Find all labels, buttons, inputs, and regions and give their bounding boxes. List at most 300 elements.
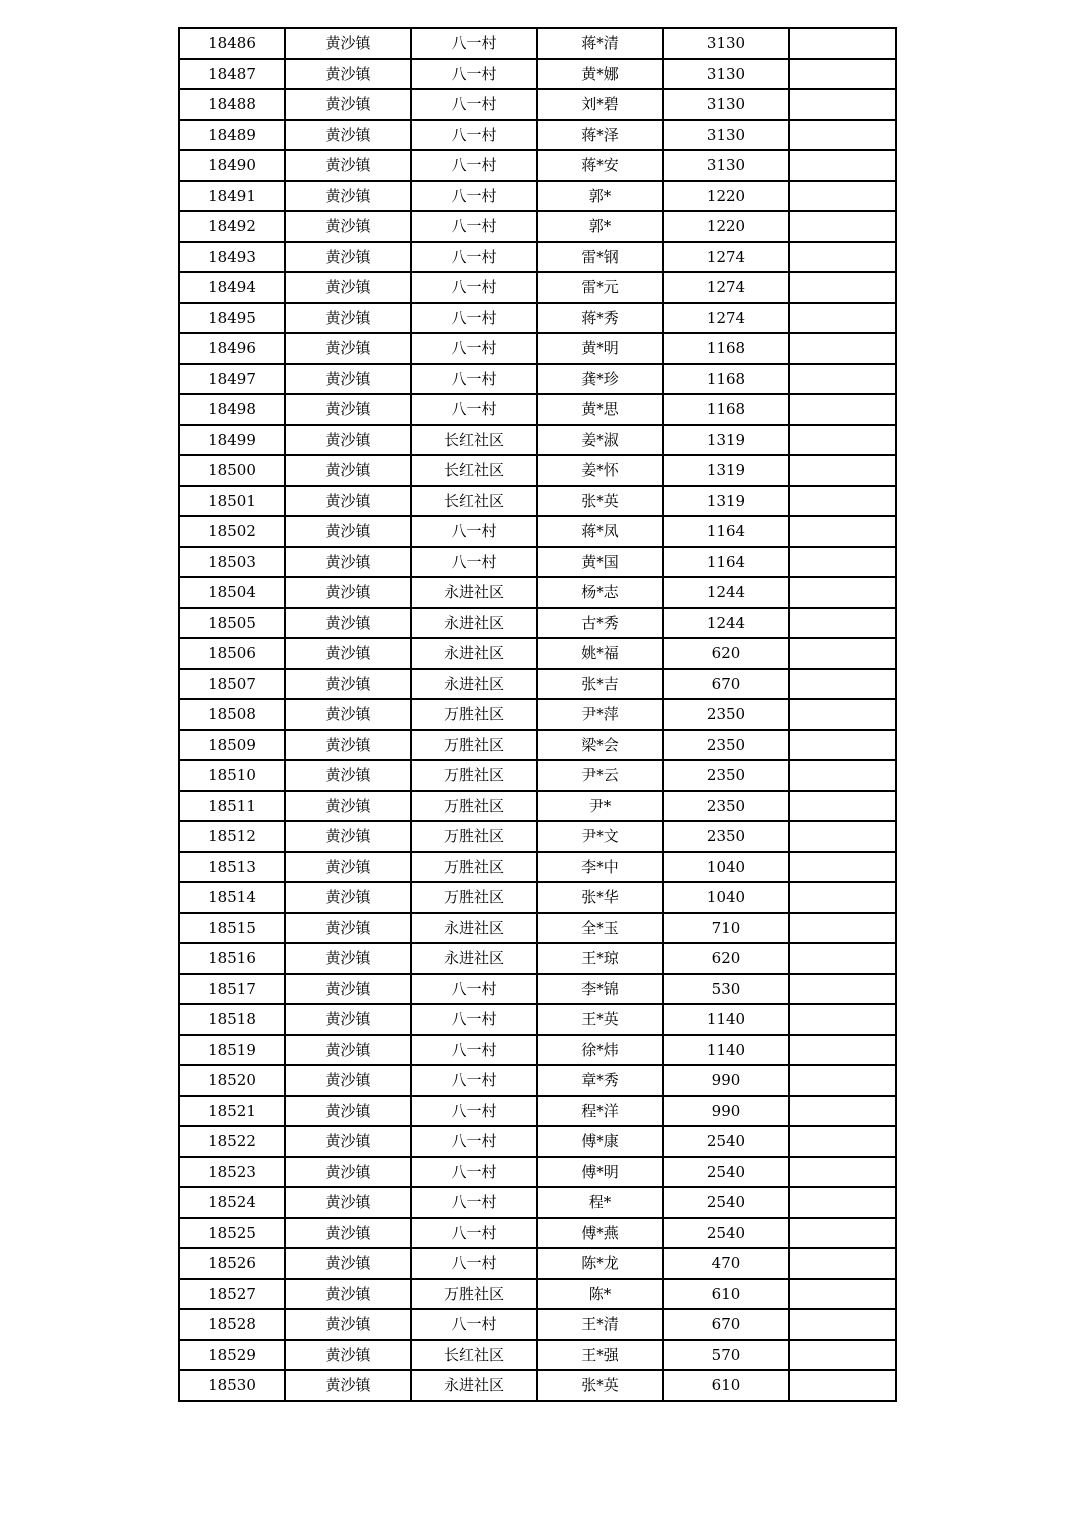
amount-cell: 1319 bbox=[663, 486, 789, 517]
name-cell: 姜*淑 bbox=[537, 425, 663, 456]
village-cell: 八一村 bbox=[411, 974, 537, 1005]
table-row bbox=[179, 120, 896, 151]
town-cell: 黄沙镇 bbox=[285, 852, 411, 883]
table-row bbox=[179, 1004, 896, 1035]
amount-cell: 710 bbox=[663, 913, 789, 944]
serial-number-cell: 18506 bbox=[179, 638, 285, 669]
serial-number-cell: 18497 bbox=[179, 364, 285, 395]
name-cell: 徐*炜 bbox=[537, 1035, 663, 1066]
name-cell: 王*清 bbox=[537, 1309, 663, 1340]
amount-cell: 2350 bbox=[663, 791, 789, 822]
serial-number-cell: 18530 bbox=[179, 1370, 285, 1401]
village-cell: 八一村 bbox=[411, 364, 537, 395]
amount-cell: 2350 bbox=[663, 821, 789, 852]
town-cell: 黄沙镇 bbox=[285, 89, 411, 120]
village-cell: 八一村 bbox=[411, 1157, 537, 1188]
name-cell: 张*华 bbox=[537, 882, 663, 913]
note-cell bbox=[789, 1035, 896, 1066]
name-cell: 姚*福 bbox=[537, 638, 663, 669]
town-cell: 黄沙镇 bbox=[285, 821, 411, 852]
table-row bbox=[179, 59, 896, 90]
amount-cell: 990 bbox=[663, 1096, 789, 1127]
serial-number-cell: 18500 bbox=[179, 455, 285, 486]
note-cell bbox=[789, 638, 896, 669]
serial-number-cell: 18528 bbox=[179, 1309, 285, 1340]
table-row bbox=[179, 28, 896, 59]
village-cell: 永进社区 bbox=[411, 913, 537, 944]
serial-number-cell: 18522 bbox=[179, 1126, 285, 1157]
note-cell bbox=[789, 333, 896, 364]
table-row bbox=[179, 211, 896, 242]
table-row bbox=[179, 455, 896, 486]
note-cell bbox=[789, 974, 896, 1005]
village-cell: 万胜社区 bbox=[411, 699, 537, 730]
note-cell bbox=[789, 699, 896, 730]
name-cell: 尹* bbox=[537, 791, 663, 822]
town-cell: 黄沙镇 bbox=[285, 913, 411, 944]
town-cell: 黄沙镇 bbox=[285, 638, 411, 669]
name-cell: 杨*志 bbox=[537, 577, 663, 608]
town-cell: 黄沙镇 bbox=[285, 943, 411, 974]
name-cell: 尹*云 bbox=[537, 760, 663, 791]
name-cell: 王*强 bbox=[537, 1340, 663, 1371]
serial-number-cell: 18523 bbox=[179, 1157, 285, 1188]
amount-cell: 610 bbox=[663, 1370, 789, 1401]
village-cell: 八一村 bbox=[411, 1096, 537, 1127]
village-cell: 八一村 bbox=[411, 1035, 537, 1066]
serial-number-cell: 18511 bbox=[179, 791, 285, 822]
serial-number-cell: 18510 bbox=[179, 760, 285, 791]
serial-number-cell: 18517 bbox=[179, 974, 285, 1005]
serial-number-cell: 18518 bbox=[179, 1004, 285, 1035]
serial-number-cell: 18507 bbox=[179, 669, 285, 700]
table-row bbox=[179, 699, 896, 730]
amount-cell: 3130 bbox=[663, 89, 789, 120]
amount-cell: 1220 bbox=[663, 211, 789, 242]
amount-cell: 670 bbox=[663, 669, 789, 700]
note-cell bbox=[789, 242, 896, 273]
town-cell: 黄沙镇 bbox=[285, 1004, 411, 1035]
village-cell: 万胜社区 bbox=[411, 852, 537, 883]
serial-number-cell: 18489 bbox=[179, 120, 285, 151]
table-row bbox=[179, 181, 896, 212]
serial-number-cell: 18498 bbox=[179, 394, 285, 425]
amount-cell: 1274 bbox=[663, 303, 789, 334]
town-cell: 黄沙镇 bbox=[285, 669, 411, 700]
note-cell bbox=[789, 364, 896, 395]
serial-number-cell: 18514 bbox=[179, 882, 285, 913]
table-row bbox=[179, 913, 896, 944]
serial-number-cell: 18519 bbox=[179, 1035, 285, 1066]
amount-cell: 1244 bbox=[663, 577, 789, 608]
name-cell: 傅*燕 bbox=[537, 1218, 663, 1249]
table-row bbox=[179, 1126, 896, 1157]
name-cell: 张*英 bbox=[537, 486, 663, 517]
note-cell bbox=[789, 791, 896, 822]
town-cell: 黄沙镇 bbox=[285, 303, 411, 334]
village-cell: 万胜社区 bbox=[411, 821, 537, 852]
village-cell: 万胜社区 bbox=[411, 1279, 537, 1310]
name-cell: 傅*明 bbox=[537, 1157, 663, 1188]
note-cell bbox=[789, 1157, 896, 1188]
table-row bbox=[179, 638, 896, 669]
amount-cell: 3130 bbox=[663, 120, 789, 151]
serial-number-cell: 18487 bbox=[179, 59, 285, 90]
village-cell: 长红社区 bbox=[411, 1340, 537, 1371]
note-cell bbox=[789, 1004, 896, 1035]
note-cell bbox=[789, 943, 896, 974]
amount-cell: 2350 bbox=[663, 760, 789, 791]
table-row bbox=[179, 150, 896, 181]
table-row bbox=[179, 1065, 896, 1096]
amount-cell: 670 bbox=[663, 1309, 789, 1340]
amount-cell: 1040 bbox=[663, 852, 789, 883]
village-cell: 长红社区 bbox=[411, 425, 537, 456]
town-cell: 黄沙镇 bbox=[285, 882, 411, 913]
village-cell: 八一村 bbox=[411, 547, 537, 578]
amount-cell: 530 bbox=[663, 974, 789, 1005]
name-cell: 黄*明 bbox=[537, 333, 663, 364]
name-cell: 章*秀 bbox=[537, 1065, 663, 1096]
note-cell bbox=[789, 120, 896, 151]
town-cell: 黄沙镇 bbox=[285, 364, 411, 395]
serial-number-cell: 18490 bbox=[179, 150, 285, 181]
note-cell bbox=[789, 425, 896, 456]
amount-cell: 1164 bbox=[663, 516, 789, 547]
town-cell: 黄沙镇 bbox=[285, 516, 411, 547]
name-cell: 李*中 bbox=[537, 852, 663, 883]
table-row bbox=[179, 1248, 896, 1279]
town-cell: 黄沙镇 bbox=[285, 1126, 411, 1157]
note-cell bbox=[789, 1218, 896, 1249]
name-cell: 蒋*清 bbox=[537, 28, 663, 59]
name-cell: 蒋*凤 bbox=[537, 516, 663, 547]
town-cell: 黄沙镇 bbox=[285, 425, 411, 456]
note-cell bbox=[789, 455, 896, 486]
serial-number-cell: 18516 bbox=[179, 943, 285, 974]
table-row bbox=[179, 394, 896, 425]
serial-number-cell: 18491 bbox=[179, 181, 285, 212]
amount-cell: 1168 bbox=[663, 333, 789, 364]
town-cell: 黄沙镇 bbox=[285, 394, 411, 425]
note-cell bbox=[789, 1248, 896, 1279]
note-cell bbox=[789, 1370, 896, 1401]
serial-number-cell: 18515 bbox=[179, 913, 285, 944]
town-cell: 黄沙镇 bbox=[285, 455, 411, 486]
note-cell bbox=[789, 882, 896, 913]
serial-number-cell: 18512 bbox=[179, 821, 285, 852]
amount-cell: 1244 bbox=[663, 608, 789, 639]
town-cell: 黄沙镇 bbox=[285, 181, 411, 212]
table-row bbox=[179, 547, 896, 578]
name-cell: 黄*娜 bbox=[537, 59, 663, 90]
serial-number-cell: 18503 bbox=[179, 547, 285, 578]
name-cell: 李*锦 bbox=[537, 974, 663, 1005]
table-row bbox=[179, 791, 896, 822]
amount-cell: 2350 bbox=[663, 699, 789, 730]
village-cell: 八一村 bbox=[411, 1065, 537, 1096]
serial-number-cell: 18527 bbox=[179, 1279, 285, 1310]
table-row bbox=[179, 577, 896, 608]
table-row bbox=[179, 1096, 896, 1127]
table-row bbox=[179, 943, 896, 974]
amount-cell: 1040 bbox=[663, 882, 789, 913]
town-cell: 黄沙镇 bbox=[285, 1279, 411, 1310]
serial-number-cell: 18488 bbox=[179, 89, 285, 120]
table-row bbox=[179, 974, 896, 1005]
serial-number-cell: 18502 bbox=[179, 516, 285, 547]
town-cell: 黄沙镇 bbox=[285, 59, 411, 90]
note-cell bbox=[789, 760, 896, 791]
town-cell: 黄沙镇 bbox=[285, 791, 411, 822]
town-cell: 黄沙镇 bbox=[285, 120, 411, 151]
village-cell: 八一村 bbox=[411, 120, 537, 151]
village-cell: 长红社区 bbox=[411, 486, 537, 517]
village-cell: 八一村 bbox=[411, 28, 537, 59]
table-row bbox=[179, 425, 896, 456]
table-row bbox=[179, 1370, 896, 1401]
serial-number-cell: 18505 bbox=[179, 608, 285, 639]
table-row bbox=[179, 1340, 896, 1371]
town-cell: 黄沙镇 bbox=[285, 272, 411, 303]
town-cell: 黄沙镇 bbox=[285, 730, 411, 761]
note-cell bbox=[789, 669, 896, 700]
town-cell: 黄沙镇 bbox=[285, 1340, 411, 1371]
amount-cell: 3130 bbox=[663, 59, 789, 90]
village-cell: 八一村 bbox=[411, 89, 537, 120]
note-cell bbox=[789, 1126, 896, 1157]
note-cell bbox=[789, 913, 896, 944]
name-cell: 程*洋 bbox=[537, 1096, 663, 1127]
note-cell bbox=[789, 1096, 896, 1127]
name-cell: 全*玉 bbox=[537, 913, 663, 944]
town-cell: 黄沙镇 bbox=[285, 1035, 411, 1066]
village-cell: 万胜社区 bbox=[411, 791, 537, 822]
town-cell: 黄沙镇 bbox=[285, 1218, 411, 1249]
table-row bbox=[179, 1218, 896, 1249]
amount-cell: 3130 bbox=[663, 28, 789, 59]
note-cell bbox=[789, 150, 896, 181]
name-cell: 黄*国 bbox=[537, 547, 663, 578]
amount-cell: 1168 bbox=[663, 364, 789, 395]
village-cell: 八一村 bbox=[411, 303, 537, 334]
note-cell bbox=[789, 1340, 896, 1371]
amount-cell: 570 bbox=[663, 1340, 789, 1371]
note-cell bbox=[789, 303, 896, 334]
note-cell bbox=[789, 852, 896, 883]
name-cell: 古*秀 bbox=[537, 608, 663, 639]
note-cell bbox=[789, 821, 896, 852]
amount-cell: 3130 bbox=[663, 150, 789, 181]
note-cell bbox=[789, 28, 896, 59]
village-cell: 八一村 bbox=[411, 1248, 537, 1279]
name-cell: 郭* bbox=[537, 181, 663, 212]
town-cell: 黄沙镇 bbox=[285, 1096, 411, 1127]
amount-cell: 1274 bbox=[663, 242, 789, 273]
amount-cell: 2540 bbox=[663, 1187, 789, 1218]
town-cell: 黄沙镇 bbox=[285, 150, 411, 181]
table-row bbox=[179, 1187, 896, 1218]
town-cell: 黄沙镇 bbox=[285, 608, 411, 639]
town-cell: 黄沙镇 bbox=[285, 211, 411, 242]
name-cell: 陈* bbox=[537, 1279, 663, 1310]
amount-cell: 2540 bbox=[663, 1126, 789, 1157]
serial-number-cell: 18499 bbox=[179, 425, 285, 456]
serial-number-cell: 18508 bbox=[179, 699, 285, 730]
name-cell: 郭* bbox=[537, 211, 663, 242]
name-cell: 傅*康 bbox=[537, 1126, 663, 1157]
town-cell: 黄沙镇 bbox=[285, 486, 411, 517]
name-cell: 黄*思 bbox=[537, 394, 663, 425]
serial-number-cell: 18486 bbox=[179, 28, 285, 59]
amount-cell: 1319 bbox=[663, 455, 789, 486]
table-row bbox=[179, 364, 896, 395]
amount-cell: 1168 bbox=[663, 394, 789, 425]
serial-number-cell: 18513 bbox=[179, 852, 285, 883]
serial-number-cell: 18496 bbox=[179, 333, 285, 364]
note-cell bbox=[789, 272, 896, 303]
table-row bbox=[179, 821, 896, 852]
note-cell bbox=[789, 608, 896, 639]
village-cell: 永进社区 bbox=[411, 577, 537, 608]
town-cell: 黄沙镇 bbox=[285, 1309, 411, 1340]
table-row bbox=[179, 1157, 896, 1188]
name-cell: 蒋*秀 bbox=[537, 303, 663, 334]
amount-cell: 1164 bbox=[663, 547, 789, 578]
name-cell: 王*英 bbox=[537, 1004, 663, 1035]
town-cell: 黄沙镇 bbox=[285, 1187, 411, 1218]
serial-number-cell: 18521 bbox=[179, 1096, 285, 1127]
note-cell bbox=[789, 547, 896, 578]
amount-cell: 610 bbox=[663, 1279, 789, 1310]
note-cell bbox=[789, 1309, 896, 1340]
serial-number-cell: 18529 bbox=[179, 1340, 285, 1371]
serial-number-cell: 18509 bbox=[179, 730, 285, 761]
town-cell: 黄沙镇 bbox=[285, 242, 411, 273]
note-cell bbox=[789, 730, 896, 761]
amount-cell: 1140 bbox=[663, 1004, 789, 1035]
table-row bbox=[179, 333, 896, 364]
name-cell: 蒋*安 bbox=[537, 150, 663, 181]
name-cell: 张*吉 bbox=[537, 669, 663, 700]
note-cell bbox=[789, 516, 896, 547]
town-cell: 黄沙镇 bbox=[285, 28, 411, 59]
table-row bbox=[179, 669, 896, 700]
amount-cell: 1274 bbox=[663, 272, 789, 303]
village-cell: 永进社区 bbox=[411, 1370, 537, 1401]
serial-number-cell: 18495 bbox=[179, 303, 285, 334]
village-cell: 八一村 bbox=[411, 1187, 537, 1218]
village-cell: 八一村 bbox=[411, 242, 537, 273]
amount-cell: 1140 bbox=[663, 1035, 789, 1066]
name-cell: 雷*钢 bbox=[537, 242, 663, 273]
amount-cell: 1220 bbox=[663, 181, 789, 212]
village-cell: 永进社区 bbox=[411, 669, 537, 700]
name-cell: 陈*龙 bbox=[537, 1248, 663, 1279]
note-cell bbox=[789, 394, 896, 425]
table-row bbox=[179, 760, 896, 791]
serial-number-cell: 18493 bbox=[179, 242, 285, 273]
town-cell: 黄沙镇 bbox=[285, 1248, 411, 1279]
serial-number-cell: 18494 bbox=[179, 272, 285, 303]
amount-cell: 2350 bbox=[663, 730, 789, 761]
table-row bbox=[179, 1035, 896, 1066]
village-cell: 永进社区 bbox=[411, 943, 537, 974]
town-cell: 黄沙镇 bbox=[285, 547, 411, 578]
note-cell bbox=[789, 1187, 896, 1218]
table-row bbox=[179, 1309, 896, 1340]
note-cell bbox=[789, 59, 896, 90]
table-row bbox=[179, 516, 896, 547]
village-cell: 万胜社区 bbox=[411, 730, 537, 761]
table-body bbox=[179, 28, 896, 1401]
serial-number-cell: 18525 bbox=[179, 1218, 285, 1249]
amount-cell: 1319 bbox=[663, 425, 789, 456]
town-cell: 黄沙镇 bbox=[285, 974, 411, 1005]
village-cell: 八一村 bbox=[411, 1309, 537, 1340]
town-cell: 黄沙镇 bbox=[285, 333, 411, 364]
village-cell: 八一村 bbox=[411, 1004, 537, 1035]
table-row bbox=[179, 303, 896, 334]
village-cell: 永进社区 bbox=[411, 638, 537, 669]
village-cell: 八一村 bbox=[411, 272, 537, 303]
table-row bbox=[179, 272, 896, 303]
amount-cell: 2540 bbox=[663, 1157, 789, 1188]
table-row bbox=[179, 1279, 896, 1310]
amount-cell: 470 bbox=[663, 1248, 789, 1279]
village-cell: 八一村 bbox=[411, 1126, 537, 1157]
serial-number-cell: 18520 bbox=[179, 1065, 285, 1096]
village-cell: 八一村 bbox=[411, 150, 537, 181]
village-cell: 八一村 bbox=[411, 59, 537, 90]
village-cell: 八一村 bbox=[411, 211, 537, 242]
note-cell bbox=[789, 89, 896, 120]
data-table bbox=[178, 27, 897, 1402]
town-cell: 黄沙镇 bbox=[285, 1370, 411, 1401]
table-row bbox=[179, 608, 896, 639]
serial-number-cell: 18504 bbox=[179, 577, 285, 608]
table-row bbox=[179, 852, 896, 883]
name-cell: 王*琼 bbox=[537, 943, 663, 974]
name-cell: 尹*萍 bbox=[537, 699, 663, 730]
town-cell: 黄沙镇 bbox=[285, 699, 411, 730]
village-cell: 永进社区 bbox=[411, 608, 537, 639]
name-cell: 尹*文 bbox=[537, 821, 663, 852]
name-cell: 姜*怀 bbox=[537, 455, 663, 486]
table-row bbox=[179, 730, 896, 761]
serial-number-cell: 18524 bbox=[179, 1187, 285, 1218]
village-cell: 八一村 bbox=[411, 333, 537, 364]
name-cell: 刘*碧 bbox=[537, 89, 663, 120]
amount-cell: 990 bbox=[663, 1065, 789, 1096]
town-cell: 黄沙镇 bbox=[285, 577, 411, 608]
note-cell bbox=[789, 1279, 896, 1310]
name-cell: 程* bbox=[537, 1187, 663, 1218]
name-cell: 张*英 bbox=[537, 1370, 663, 1401]
village-cell: 八一村 bbox=[411, 394, 537, 425]
note-cell bbox=[789, 211, 896, 242]
village-cell: 万胜社区 bbox=[411, 760, 537, 791]
town-cell: 黄沙镇 bbox=[285, 1065, 411, 1096]
serial-number-cell: 18526 bbox=[179, 1248, 285, 1279]
village-cell: 八一村 bbox=[411, 1218, 537, 1249]
town-cell: 黄沙镇 bbox=[285, 760, 411, 791]
town-cell: 黄沙镇 bbox=[285, 1157, 411, 1188]
name-cell: 梁*会 bbox=[537, 730, 663, 761]
name-cell: 蒋*泽 bbox=[537, 120, 663, 151]
village-cell: 长红社区 bbox=[411, 455, 537, 486]
note-cell bbox=[789, 486, 896, 517]
